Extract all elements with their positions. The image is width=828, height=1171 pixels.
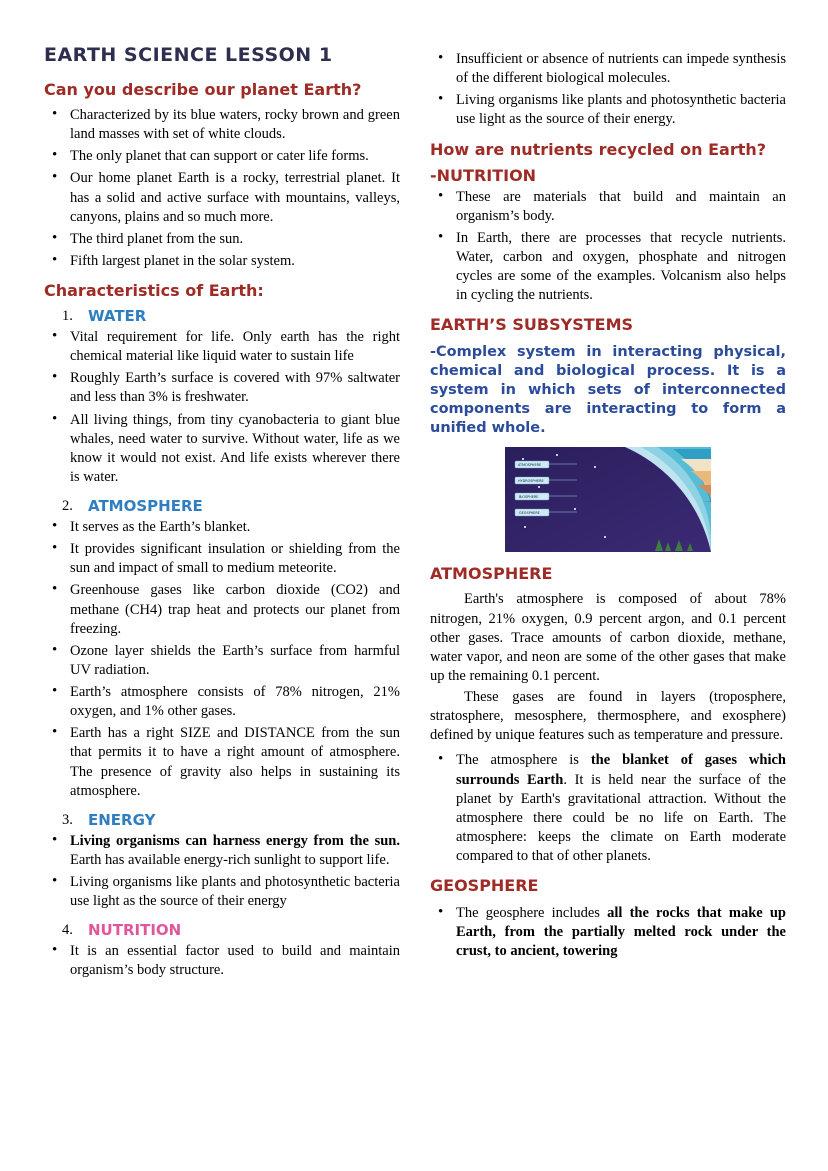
heading-nutrition: -NUTRITION <box>430 165 537 185</box>
atm-pre: The atmosphere is <box>456 752 591 769</box>
characteristic-label-energy: ENERGY <box>88 810 156 829</box>
geosphere-bullet-list <box>430 904 786 961</box>
list-item: • Fifth largest planet in the solar system. <box>44 252 400 271</box>
svg-text:HYDROSPHERE: HYDROSPHERE <box>518 479 544 484</box>
list-item-energy <box>44 811 400 830</box>
list-item: • It is an essential factor used to build and maintain organism’s body structure. <box>44 942 400 980</box>
list-item: • The only planet that can support or cater life forms. <box>44 147 400 166</box>
list-item: • Living organisms like plants and photosynthetic bacteria use light as the source of their energy <box>44 873 400 911</box>
svg-text:GEOSPHERE: GEOSPHERE <box>519 511 540 516</box>
nutrition-bullet-list <box>44 942 400 980</box>
characteristics-list-2 <box>44 497 400 516</box>
list-item: • Greenhouse gases like carbon dioxide (CO2) and methane (CH4) trap heat and protects our planet from freezing. <box>44 581 400 638</box>
atm-post: . It is held near the surface of the planet by Earth's gravitational attraction. Without the atmosphere there could be no life on Earth. The atmosphere: keeps the climate on Earth moderate compared to that of other planets. <box>456 771 786 865</box>
geo-pre: The geosphere includes <box>456 905 608 922</box>
subsystems-description: -Complex system in interacting physical, chemical and biological process. It is a system in which sets of interconnected components are interacting to form a unified whole. <box>430 344 786 436</box>
list-item: • All living things, from tiny cyanobacteria to giant blue whales, need water to survive. Without water, life as we know it would not exist. And life exists wherever there is water. <box>44 411 400 488</box>
list-item: • Living organisms like plants and photosynthetic bacteria use light as the source of their energy. <box>430 91 786 129</box>
atm-bold: the blanket of gases which surrounds Earth <box>456 752 786 788</box>
right-top-bullet-list <box>430 50 786 130</box>
list-item <box>430 904 786 961</box>
list-item: • Ozone layer shields the Earth’s surface from harmful UV radiation. <box>44 642 400 680</box>
intro-bullet-list <box>44 106 400 271</box>
list-item: • It serves as the Earth’s blanket. <box>44 518 400 537</box>
page-title: EARTH SCIENCE LESSON 1 <box>44 44 333 66</box>
characteristics-list-4 <box>44 921 400 940</box>
list-item: • Insufficient or absence of nutrients can impede synthesis of the different biological molecules. <box>430 50 786 88</box>
recycled-bullet-list <box>430 188 786 306</box>
list-item: • The third planet from the sun. <box>44 230 400 249</box>
heading-characteristics: Characteristics of Earth: <box>44 281 264 300</box>
atmosphere-bullet-list <box>44 518 400 801</box>
characteristic-label-nutrition: NUTRITION <box>88 921 182 940</box>
earth-subsystems-diagram <box>505 447 711 552</box>
svg-text:ATMOSPHERE: ATMOSPHERE <box>518 463 542 468</box>
characteristic-label-water: WATER <box>88 307 147 325</box>
list-item: • Earth has a right SIZE and DISTANCE from the sun that permits it to have a right amount of atmosphere. The presence of gravity also helps in sustaining its atmosphere. <box>44 724 400 801</box>
list-item: • These are materials that build and maintain an organism’s body. <box>430 188 786 226</box>
subsystems-illustration <box>505 447 711 552</box>
water-bullet-list <box>44 328 400 487</box>
list-item: • Vital requirement for life. Only earth has the right chemical material like liquid water to sustain life <box>44 328 400 366</box>
heading-nutrients-recycled: How are nutrients recycled on Earth? <box>430 139 767 159</box>
list-item: • Roughly Earth’s surface is covered with 97% saltwater and less than 3% is freshwater. <box>44 369 400 407</box>
energy-bold-lead: Living organisms can harness energy from the sun. <box>70 832 400 849</box>
heading-atmosphere-section: ATMOSPHERE <box>430 564 553 584</box>
list-item: • It provides significant insulation or shielding from the sun and impact of small to medium meteorite. <box>44 540 400 578</box>
list-item: • Our home planet Earth is a rocky, terrestrial planet. It has a solid and active surface with mountains, valleys, canyons, plains and so much more. <box>44 169 400 226</box>
energy-bullet-list <box>44 832 400 912</box>
characteristic-label-atmosphere: ATMOSPHERE <box>88 497 203 515</box>
heading-earths-subsystems: EARTH’S SUBSYSTEMS <box>430 315 634 335</box>
heading-geosphere-section: GEOSPHERE <box>430 876 539 896</box>
svg-text:BIOSPHERE: BIOSPHERE <box>519 495 539 500</box>
characteristics-list <box>44 307 400 326</box>
list-item: • Earth’s atmosphere consists of 78% nitrogen, 21% oxygen, and 1% other gases. <box>44 683 400 721</box>
list-item: • In Earth, there are processes that recycle nutrients. Water, carbon and oxygen, phosphate and nitrogen cycles are some of the examples. Volcanism also helps in cycling the nutrients. <box>430 229 786 306</box>
heading-describe-earth: Can you describe our planet Earth? <box>44 80 362 99</box>
geo-bold: all the rocks that make up Earth, from the partially melted rock under the crust, to ancient, towering <box>456 905 786 960</box>
list-item <box>44 832 400 870</box>
energy-rest: Earth has available energy-rich sunlight to support life. <box>70 851 390 868</box>
two-column-layout <box>44 44 784 1151</box>
list-item <box>430 751 786 866</box>
atmosphere-paragraph-2: These gases are found in layers (troposphere, stratosphere, mesosphere, thermosphere, and exosphere) defined by unique features such as temperature and pressure. <box>430 689 786 744</box>
characteristics-list-3 <box>44 811 400 830</box>
list-item-nutrition <box>44 921 400 940</box>
left-column <box>44 44 400 1151</box>
list-item: • Characterized by its blue waters, rocky brown and green land masses with set of white clouds. <box>44 106 400 144</box>
list-item-water <box>44 307 400 326</box>
atmosphere-blanket-bullet <box>430 751 786 866</box>
list-item-atmosphere <box>44 497 400 516</box>
right-column <box>430 44 786 1151</box>
atmosphere-paragraph-1: Earth's atmosphere is composed of about 78% nitrogen, 21% oxygen, 0.9 percent argon, and 0.1 percent other gases. Trace amounts of carbon dioxide, methane, water vapor, and neon are some of the other gases that make up the remaining 0.1 percent. <box>430 591 786 684</box>
